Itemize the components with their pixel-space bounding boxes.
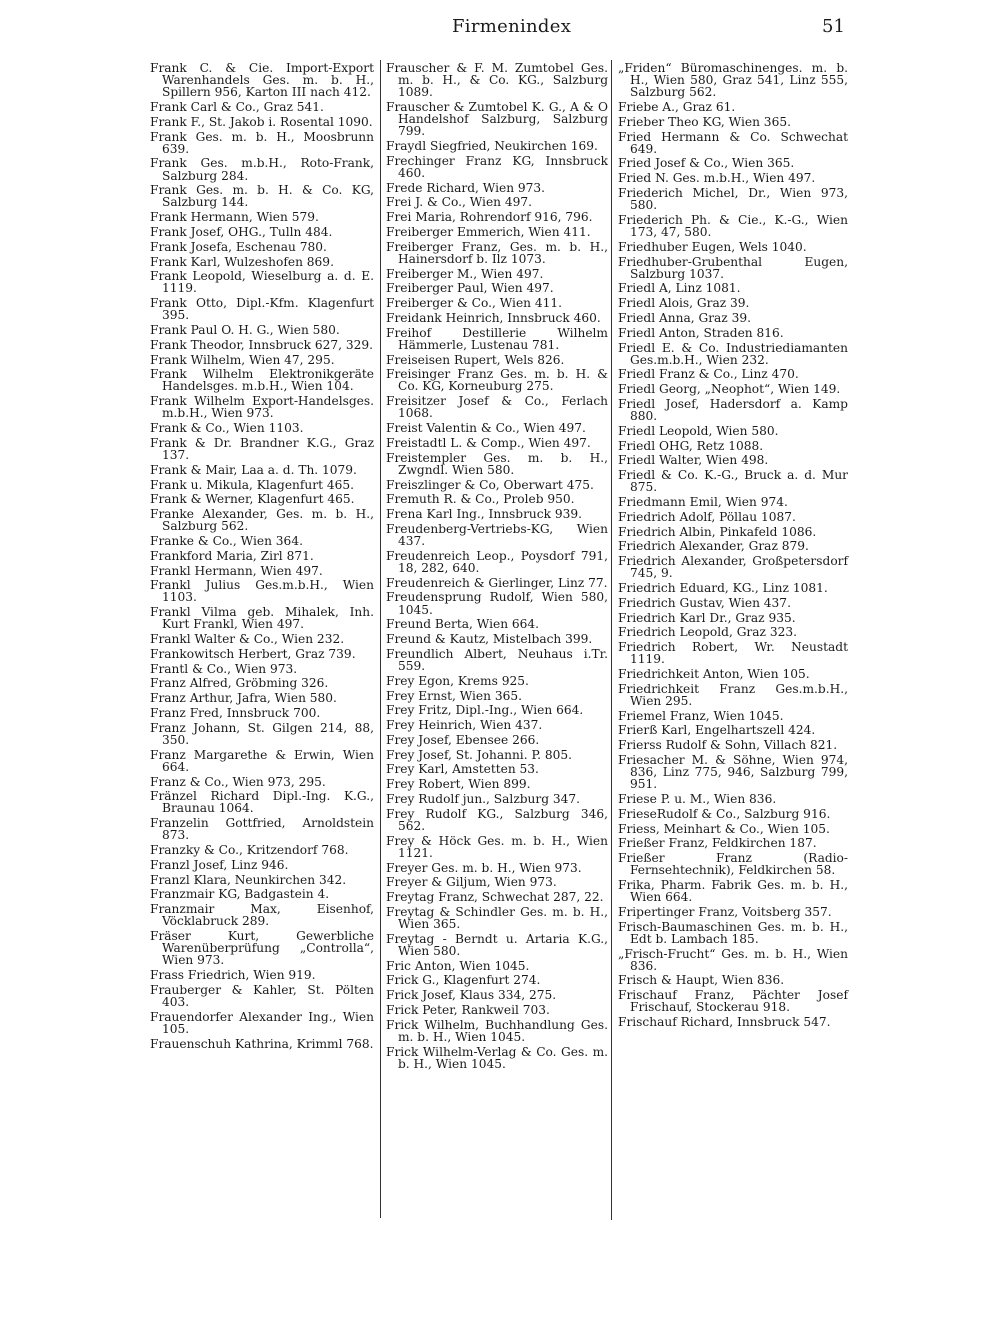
index-entry: Fraydl Siegfried, Neukirchen 169.: [386, 138, 598, 153]
index-entry: Frick G., Klagenfurt 274.: [386, 973, 541, 988]
index-entry: Frank Wilhelm Elektronikgeräte Handelsges. m.b.H., Wien 104.: [150, 367, 374, 394]
index-entry: Friedhuber Eugen, Wels 1040.: [618, 239, 807, 254]
index-entry: Frauscher & Zumtobel K. G., A & O Handelshof Salzburg, Salzburg 799.: [386, 99, 608, 139]
index-entry: Franz Alfred, Gröbming 326.: [150, 676, 329, 691]
index-entry: FrieseRudolf & Co., Salzburg 916.: [618, 806, 831, 821]
index-entry: Freudenreich & Gierlinger, Linz 77.: [386, 575, 608, 590]
index-entry: Fried Josef & Co., Wien 365.: [618, 156, 795, 171]
index-entry: Friese P. u. M., Wien 836.: [618, 792, 777, 806]
index-entry: Friedl OHG, Retz 1088.: [618, 438, 764, 453]
index-entry: Freund Berta, Wien 664.: [386, 617, 540, 632]
index-entry: Franz Fred, Innsbruck 700.: [150, 706, 321, 720]
index-entry: Frick Peter, Rankweil 703.: [386, 1002, 550, 1017]
index-entry: Friedl Alois, Graz 39.: [618, 296, 750, 311]
index-column-middle: [386, 62, 608, 1073]
index-entry: Frey & Höck Ges. m. b. H., Wien 1121.: [386, 833, 608, 860]
index-entry: Frank Carl & Co., Graz 541.: [150, 99, 324, 114]
index-entry: Frank Ges. m.b.H., Roto-Frank, Salzburg 284.: [150, 156, 374, 183]
index-entry: Frey Josef, St. Johanni. P. 805.: [386, 747, 573, 762]
index-entry: Frauenschuh Kathrina, Krimml 768.: [150, 1036, 374, 1051]
index-entry: Fremuth R. & Co., Proleb 950.: [386, 492, 575, 507]
index-entry: Frank C. & Cie. Import-Export Warenhandels Ges. m. b. H., Spillern 956, Karton III nach 412.: [150, 61, 374, 100]
index-entry: Frisch & Haupt, Wien 836.: [618, 973, 785, 988]
page-number: 51: [822, 16, 845, 37]
page-title: Firmenindex: [452, 16, 572, 37]
index-entry: Friedrich Albin, Pinkafeld 1086.: [618, 524, 817, 539]
index-entry: Friedhuber-Grubenthal Eugen, Salzburg 1037.: [618, 254, 848, 281]
index-entry: Franzmair KG, Badgastein 4.: [150, 887, 330, 902]
index-entry: Franzelin Gottfried, Arnoldstein 873.: [150, 816, 374, 843]
column-divider: [380, 60, 381, 1218]
index-entry: Frank & Werner, Klagenfurt 465.: [150, 492, 355, 507]
index-entry: Frank Otto, Dipl.-Kfm. Klagenfurt 395.: [150, 296, 374, 323]
index-entry: „Friden“ Büromaschinenges. m. b. H., Wien 580, Graz 541, Linz 555, Salzburg 562.: [618, 61, 848, 100]
index-entry: Frank & Co., Wien 1103.: [150, 421, 304, 436]
index-entry: Friedrich Alexander, Großpetersdorf 745, 9.: [618, 554, 848, 581]
index-entry: Frechinger Franz KG, Innsbruck 460.: [386, 153, 608, 180]
index-entry: Frischauf Franz, Pächter Josef Frischauf, Stockerau 918.: [618, 988, 848, 1015]
index-entry: Friedrich Gustav, Wien 437.: [618, 595, 791, 610]
index-entry: Frankl Vilma geb. Mihalek, Inh. Kurt Frankl, Wien 497.: [150, 605, 374, 632]
index-entry: Frey Egon, Krems 925.: [386, 673, 529, 688]
index-entry: Freiszlinger & Co, Oberwart 475.: [386, 477, 594, 492]
index-entry: Frantl & Co., Wien 973.: [150, 661, 298, 676]
index-entry: Frank Karl, Wulzeshofen 869.: [150, 254, 334, 269]
index-entry: Friedrichkeit Franz Ges.m.b.H., Wien 295.: [618, 681, 848, 708]
index-entry: Frauberger & Kahler, St. Pölten 403.: [150, 982, 374, 1009]
index-entry: Frauscher & F. M. Zumtobel Ges. m. b. H., & Co. KG., Salzburg 1089.: [386, 61, 608, 100]
index-entry: Frank Ges. m. b. H., Moosbrunn 639.: [150, 129, 374, 156]
index-entry: Freiberger M., Wien 497.: [386, 266, 544, 281]
index-entry: Frey Heinrich, Wien 437.: [386, 718, 543, 733]
index-entry: Freund & Kautz, Mistelbach 399.: [386, 632, 593, 647]
index-entry: Freiberger Franz, Ges. m. b. H., Hainersdorf b. Ilz 1073.: [386, 239, 608, 266]
index-entry: Freiberger Paul, Wien 497.: [386, 281, 554, 296]
index-entry: Frey Ernst, Wien 365.: [386, 688, 523, 703]
index-entry: Friedl & Co. K.-G., Bruck a. d. Mur 875.: [618, 468, 848, 495]
index-entry: Friedl Walter, Wien 498.: [618, 453, 769, 468]
index-entry: Frank F., St. Jakob i. Rosental 1090.: [150, 114, 373, 129]
index-entry: Fried N. Ges. m.b.H., Wien 497.: [618, 171, 816, 186]
index-entry: Friedl Georg, „Neophot“, Wien 149.: [618, 382, 841, 397]
index-entry: Frei Maria, Rohrendorf 916, 796.: [386, 210, 593, 225]
index-entry: Fräser Kurt, Gewerbliche Warenüberprüfung „Controlla“, Wien 973.: [150, 929, 374, 968]
index-entry: Friebe A., Graz 61.: [618, 99, 736, 114]
index-entry: Frießer Franz, Feldkirchen 187.: [618, 836, 817, 851]
index-entry: Frank & Dr. Brandner K.G., Graz 137.: [150, 435, 374, 462]
index-entry: Friedl Leopold, Wien 580.: [618, 423, 779, 438]
index-entry: Frey Robert, Wien 899.: [386, 777, 531, 792]
index-entry: Franz Johann, St. Gilgen 214, 88, 350.: [150, 720, 374, 747]
index-entry: Freudensprung Rudolf, Wien 580, 1045.: [386, 590, 608, 617]
index-entry: Friemel Franz, Wien 1045.: [618, 708, 784, 723]
index-entry: Freidank Heinrich, Innsbruck 460.: [386, 310, 601, 325]
index-entry: Frisch-Baumaschinen Ges. m. b. H., Edt b. Lambach 185.: [618, 919, 848, 946]
index-entry: Franke & Co., Wien 364.: [150, 534, 303, 548]
index-entry: Frank Theodor, Innsbruck 627, 329.: [150, 337, 374, 352]
index-entry: Friedrich Leopold, Graz 323.: [618, 625, 797, 640]
index-entry: Frankl Hermann, Wien 497.: [150, 563, 323, 578]
index-entry: Freistempler Ges. m. b. H., Zwgndl. Wien 580.: [386, 450, 608, 477]
index-entry: Friess, Meinhart & Co., Wien 105.: [618, 821, 830, 836]
index-entry: Frank Wilhelm Export-Handelsges. m.b.H., Wien 973.: [150, 394, 374, 421]
index-entry: Freudenreich Leop., Poysdorf 791, 18, 282, 640.: [386, 548, 608, 575]
index-entry: Freihof Destillerie Wilhelm Hämmerle, Lustenau 781.: [386, 325, 608, 352]
index-entry: Freist Valentin & Co., Wien 497.: [386, 421, 586, 436]
index-entry: Franzl Klara, Neunkirchen 342.: [150, 872, 347, 887]
index-entry: Frey Rudolf KG., Salzburg 346, 562.: [386, 806, 608, 833]
index-entry: Friedrichkeit Anton, Wien 105.: [618, 667, 810, 682]
index-entry: Freyer Ges. m. b. H., Wien 973.: [386, 860, 582, 875]
index-entry: Frena Karl Ing., Innsbruck 939.: [386, 507, 583, 522]
index-entry: Friedl A, Linz 1081.: [618, 281, 741, 296]
index-entry: Friesacher M. & Söhne, Wien 974, 836, Linz 775, 946, Salzburg 799, 951.: [618, 753, 848, 792]
index-entry: Friedrich Alexander, Graz 879.: [618, 539, 809, 554]
index-entry: Franzl Josef, Linz 946.: [150, 857, 289, 872]
index-entry: Franzky & Co., Kritzendorf 768.: [150, 843, 349, 858]
index-entry: Frierss Rudolf & Sohn, Villach 821.: [618, 738, 838, 753]
index-entry: Frankl Julius Ges.m.b.H., Wien 1103.: [150, 578, 374, 605]
index-column-right: [618, 62, 848, 1031]
index-entry: Friedl Anna, Graz 39.: [618, 310, 751, 325]
index-entry: Friedl Josef, Hadersdorf a. Kamp 880.: [618, 396, 848, 424]
index-entry: Frießer Franz (Radio-Fernsehtechnik), Feldkirchen 58.: [618, 851, 848, 878]
index-entry: Frank Ges. m. b. H. & Co. KG, Salzburg 144.: [150, 183, 374, 210]
index-entry: Frank Hermann, Wien 579.: [150, 210, 319, 225]
index-entry: Frank Josefa, Eschenau 780.: [150, 239, 327, 254]
index-entry: Friedl E. & Co. Industriediamanten Ges.m.b.H., Wien 232.: [618, 340, 848, 367]
index-entry: Frei J. & Co., Wien 497.: [386, 195, 533, 210]
index-entry: Friedrich Adolf, Pöllau 1087.: [618, 509, 796, 524]
index-entry: „Frisch-Frucht“ Ges. m. b. H., Wien 836.: [618, 946, 848, 973]
index-entry: Frey Josef, Ebensee 266.: [386, 732, 540, 747]
index-entry: Freiberger & Co., Wien 411.: [386, 296, 563, 311]
index-entry: Fric Anton, Wien 1045.: [386, 958, 530, 973]
index-entry: Frass Friedrich, Wien 919.: [150, 968, 316, 983]
index-entry: Freytag & Schindler Ges. m. b. H., Wien 365.: [386, 904, 608, 931]
index-entry: Freundlich Albert, Neuhaus i.Tr. 559.: [386, 646, 608, 673]
index-entry: Frank & Mair, Laa a. d. Th. 1079.: [150, 462, 357, 477]
index-entry: Freisinger Franz Ges. m. b. H. & Co. KG, Korneuburg 275.: [386, 367, 608, 394]
index-entry: Fränzel Richard Dipl.-Ing. K.G., Braunau 1064.: [150, 789, 374, 816]
index-entry: Frede Richard, Wien 973.: [386, 180, 546, 195]
index-entry: Frick Wilhelm, Buchhandlung Ges. m. b. H., Wien 1045.: [386, 1017, 608, 1044]
index-entry: Frauendorfer Alexander Ing., Wien 105.: [150, 1009, 374, 1036]
index-entry: Franke Alexander, Ges. m. b. H., Salzburg 562.: [150, 507, 374, 534]
index-entry: Frey Rudolf jun., Salzburg 347.: [386, 792, 581, 806]
index-entry: Frick Wilhelm-Verlag & Co. Ges. m. b. H., Wien 1045.: [386, 1044, 608, 1071]
index-entry: Frankl Walter & Co., Wien 232.: [150, 632, 345, 647]
index-entry: Friedrich Robert, Wr. Neustadt 1119.: [618, 640, 848, 667]
index-entry: Freisitzer Josef & Co., Ferlach 1068.: [386, 394, 608, 421]
index-entry: Frika, Pharm. Fabrik Ges. m. b. H., Wien 664.: [618, 878, 848, 905]
index-entry: Frick Josef, Klaus 334, 275.: [386, 988, 557, 1003]
index-entry: Friedmann Emil, Wien 974.: [618, 495, 788, 510]
index-entry: Friedrich Eduard, KG., Linz 1081.: [618, 581, 828, 596]
index-entry: Frankowitsch Herbert, Graz 739.: [150, 646, 356, 661]
index-entry: Fripertinger Franz, Voitsberg 357.: [618, 904, 832, 919]
index-entry: Franz Margarethe & Erwin, Wien 664.: [150, 747, 374, 774]
index-entry: Freytag Franz, Schwechat 287, 22.: [386, 890, 604, 905]
index-entry: Friedl Anton, Straden 816.: [618, 325, 784, 340]
index-entry: Fried Hermann & Co. Schwechat 649.: [618, 129, 848, 156]
index-entry: Frank Josef, OHG., Tulln 484.: [150, 224, 333, 239]
index-entry: Frank Wilhelm, Wien 47, 295.: [150, 352, 335, 367]
index-entry: Frieber Theo KG, Wien 365.: [618, 114, 791, 129]
index-entry: Frischauf Richard, Innsbruck 547.: [618, 1015, 831, 1030]
index-entry: Frank Leopold, Wieselburg a. d. E. 1119.: [150, 269, 374, 296]
index-entry: Freiberger Emmerich, Wien 411.: [386, 224, 591, 239]
index-entry: Frey Karl, Amstetten 53.: [386, 762, 539, 777]
page-header: [0, 16, 986, 46]
index-entry: Freistadtl L. & Comp., Wien 497.: [386, 435, 591, 450]
index-entry: Freytag - Berndt u. Artaria K.G., Wien 580.: [386, 931, 608, 958]
index-entry: Frank Paul O. H. G., Wien 580.: [150, 323, 340, 338]
index-entry: Friederich Michel, Dr., Wien 973, 580.: [618, 185, 848, 213]
index-entry: Franz & Co., Wien 973, 295.: [150, 774, 326, 789]
index-entry: Freyer & Giljum, Wien 973.: [386, 875, 557, 890]
index-entry: Friederich Ph. & Cie., K.-G., Wien 173, 47, 580.: [618, 212, 848, 239]
index-entry: Friedrich Karl Dr., Graz 935.: [618, 610, 796, 625]
index-entry: Friedl Franz & Co., Linz 470.: [618, 367, 799, 382]
index-entry: Frierß Karl, Engelhartszell 424.: [618, 723, 816, 738]
index-entry: Frey Fritz, Dipl.-Ing., Wien 664.: [386, 703, 584, 718]
index-entry: Freiseisen Rupert, Wels 826.: [386, 352, 565, 367]
index-entry: Freudenberg-Vertriebs-KG, Wien 437.: [386, 521, 608, 548]
index-column-left: [150, 62, 374, 1052]
index-entry: Frank u. Mikula, Klagenfurt 465.: [150, 477, 355, 492]
index-entry: Franzmair Max, Eisenhof, Vöcklabruck 289.: [150, 902, 374, 929]
index-entry: Franz Arthur, Jafra, Wien 580.: [150, 691, 337, 706]
index-entry: Frankford Maria, Zirl 871.: [150, 548, 314, 563]
column-divider: [611, 60, 612, 1220]
